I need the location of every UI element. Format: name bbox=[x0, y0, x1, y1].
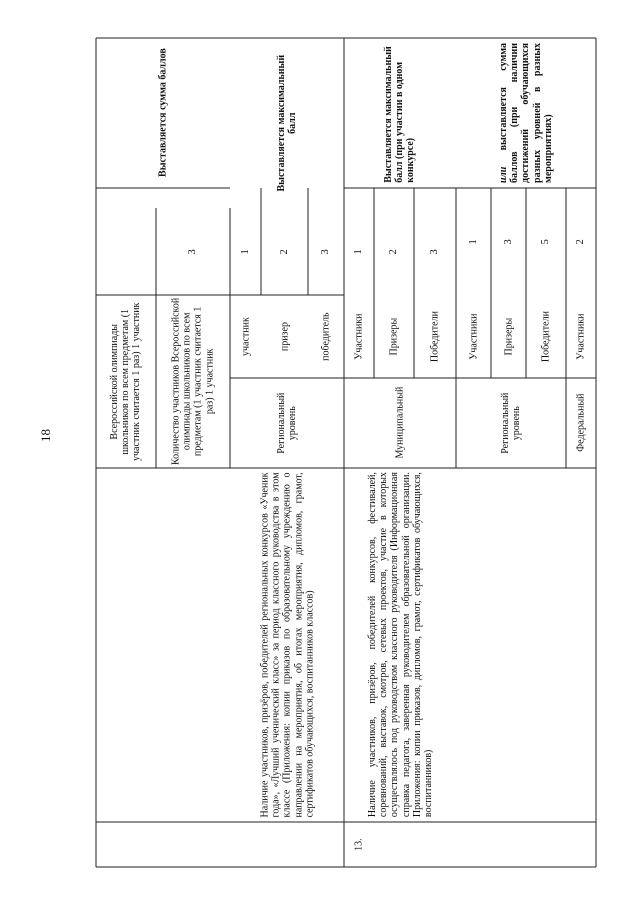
row-13-regional-label-1: Призеры bbox=[502, 317, 514, 356]
criteria-table bbox=[96, 38, 596, 867]
row-13-rule-or-word: или bbox=[498, 166, 510, 183]
regional-12b-rule-cell: Выставляется максимальный балл bbox=[275, 54, 298, 192]
row-13-regional-score-1: 3 bbox=[502, 238, 514, 245]
regional-12b-score-participant: 1 bbox=[239, 248, 251, 255]
row-13-regional-score-0: 1 bbox=[467, 238, 479, 245]
row-13-municipal-score-2: 3 bbox=[429, 248, 441, 255]
row-13-municipal-score-0: 1 bbox=[353, 248, 365, 255]
row-13-federal-score-0: 2 bbox=[575, 238, 587, 245]
olympiad-count-text: Количество участников Всероссийской олимпиады школьников по всем предметам (1 участник считается 1 раз) 1 участник bbox=[170, 297, 216, 466]
score-rule-sum-cell bbox=[96, 38, 230, 188]
regional-12b-label-prize: призер bbox=[278, 321, 290, 352]
olympiad-participant-text: Всероссийской олимпиады школьников по всем предметам (1 участник считается 1 раз) 1 участник bbox=[109, 302, 143, 461]
criterion-cell-12b bbox=[230, 468, 344, 822]
row-13-rule-or-rest: выставляется сумма баллов (при наличии достижений обучающихся разных уровней в разных мероприятиях) bbox=[498, 43, 554, 183]
row-13-municipal-label-0: Участники bbox=[353, 313, 365, 360]
row-13-criterion-cell bbox=[344, 468, 456, 822]
row-13-regional-score-2: 5 bbox=[540, 238, 552, 245]
olympiad-participant-cell bbox=[96, 295, 156, 468]
regional-level-12b: Региональный уровень bbox=[275, 392, 298, 454]
row-13-municipal-label-1: Призеры bbox=[388, 317, 400, 356]
olympiad-count-score: 3 bbox=[187, 248, 199, 255]
row-13-regional-label-2: Победители bbox=[540, 310, 552, 363]
score-rule-sum-text: Выставляется сумма баллов bbox=[157, 48, 169, 178]
row-13-federal-level: Федеральный bbox=[575, 393, 587, 453]
row-13-municipal-level: Муниципальный bbox=[394, 387, 406, 459]
criterion-text-12b: Наличие участников, призёров, победителей региональных конкурсов «Ученик года», «Лучший ученический класс» за период классного руководства в этом классе (Приложения: копии приказов по образовательному учреждению о направлении на мероприятия, об итогах мероприятия, дипломов, грамот, сертификатов обучающихся, воспитанников классов) bbox=[259, 472, 315, 818]
row-13-criterion-text: Наличие участников, призёров, победителей конкурсов, фестивалей, соревнований, выставок, смотров, сетевых проектов, участие в которых осуществлялось под руководством классного руководителя (Информационная справка педагога, заверенная руководителем образовательной организации. Приложения: копии приказов, дипломов, грамот, сертификатов обучающихся, воспитанников) bbox=[366, 472, 434, 818]
row-13-regional-label-0: Участники bbox=[467, 313, 479, 360]
regional-12b-score-winner: 3 bbox=[320, 248, 332, 255]
row-13-municipal-score-1: 2 bbox=[388, 248, 400, 255]
row-13-rule-max-cell bbox=[344, 38, 456, 188]
row-13-municipal-label-2: Победители bbox=[429, 310, 441, 363]
page-number: 18 bbox=[38, 429, 53, 442]
row-13-number: 13. bbox=[353, 838, 365, 851]
regional-12b-score-prize: 2 bbox=[278, 248, 290, 255]
olympiad-count-cell bbox=[156, 295, 230, 468]
row-13-federal-label-0: Участники bbox=[575, 313, 587, 360]
regional-12b-label-winner: победитель bbox=[320, 312, 332, 361]
row-13-rule-max-text: Выставляется максимальный балл (при участии в одном конкурсе) bbox=[383, 46, 417, 183]
regional-12b-label-participant: участник bbox=[239, 317, 251, 356]
row-13-regional-level: Региональный уровень bbox=[499, 392, 522, 454]
row-13-rule-or-cell bbox=[456, 38, 596, 188]
